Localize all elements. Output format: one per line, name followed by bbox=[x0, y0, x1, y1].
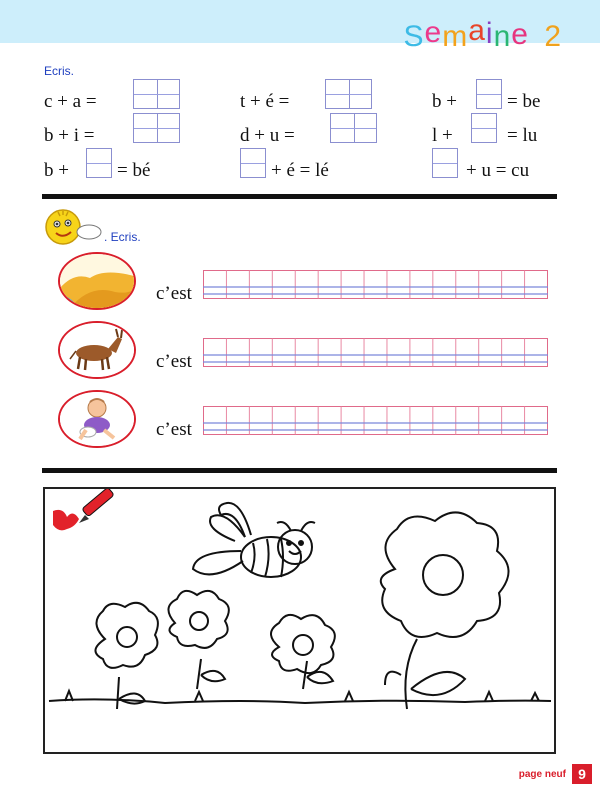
equation-text: + é = lé bbox=[271, 160, 329, 181]
answer-box[interactable] bbox=[86, 148, 112, 178]
section-divider bbox=[42, 468, 557, 473]
equation-text: = be bbox=[507, 91, 541, 112]
week-title bbox=[403, 14, 562, 54]
week-letter: e bbox=[511, 18, 529, 51]
equation-text: = bé bbox=[117, 160, 151, 181]
week-letter: m bbox=[442, 20, 469, 53]
answer-box[interactable] bbox=[133, 113, 180, 143]
answer-box[interactable] bbox=[240, 148, 266, 178]
answer-box[interactable] bbox=[476, 79, 502, 109]
writing-grid[interactable] bbox=[203, 338, 548, 367]
baby-icon bbox=[60, 392, 134, 446]
picture-frame bbox=[58, 321, 136, 379]
equation-text: b + bbox=[432, 91, 457, 112]
cest-label: c’est bbox=[156, 351, 192, 372]
page-text: page neuf bbox=[518, 768, 566, 780]
answer-box[interactable] bbox=[471, 113, 497, 143]
smiley-icon bbox=[44, 208, 104, 246]
week-letter: a bbox=[468, 14, 486, 47]
cest-label: c’est bbox=[156, 419, 192, 440]
answer-box[interactable] bbox=[330, 113, 377, 143]
week-letter: e bbox=[424, 16, 443, 49]
equation-text: = lu bbox=[507, 125, 538, 146]
writing-grid[interactable] bbox=[203, 406, 548, 435]
writing-grid[interactable] bbox=[203, 270, 548, 299]
answer-box[interactable] bbox=[133, 79, 180, 109]
desert-icon bbox=[60, 254, 134, 308]
picture-frame bbox=[58, 252, 136, 310]
equation-text: + u = cu bbox=[466, 160, 530, 181]
exercise2-instruction: . Ecris. bbox=[104, 230, 141, 244]
week-letter: i bbox=[485, 17, 494, 50]
donkey-icon bbox=[60, 323, 134, 377]
equation-text: b + i = bbox=[44, 125, 95, 146]
equation-text: l + bbox=[432, 125, 453, 146]
week-number: 2 bbox=[544, 20, 562, 53]
equation-text: t + é = bbox=[240, 91, 290, 112]
section-divider bbox=[42, 194, 557, 199]
picture-frame bbox=[58, 390, 136, 448]
week-letter: n bbox=[493, 20, 512, 53]
page-footer bbox=[519, 764, 592, 784]
equation-text: b + bbox=[44, 160, 69, 181]
exercise1-instruction: Ecris. bbox=[44, 64, 74, 78]
cest-label: c’est bbox=[156, 283, 192, 304]
red-crayon-icon bbox=[53, 489, 114, 530]
page-number: 9 bbox=[572, 764, 592, 784]
week-letter: S bbox=[403, 20, 425, 53]
coloring-area bbox=[43, 487, 556, 754]
bee-and-flowers-drawing bbox=[45, 489, 554, 752]
equation-text: c + a = bbox=[44, 91, 97, 112]
answer-box[interactable] bbox=[432, 148, 458, 178]
answer-box[interactable] bbox=[325, 79, 372, 109]
equation-text: d + u = bbox=[240, 125, 295, 146]
